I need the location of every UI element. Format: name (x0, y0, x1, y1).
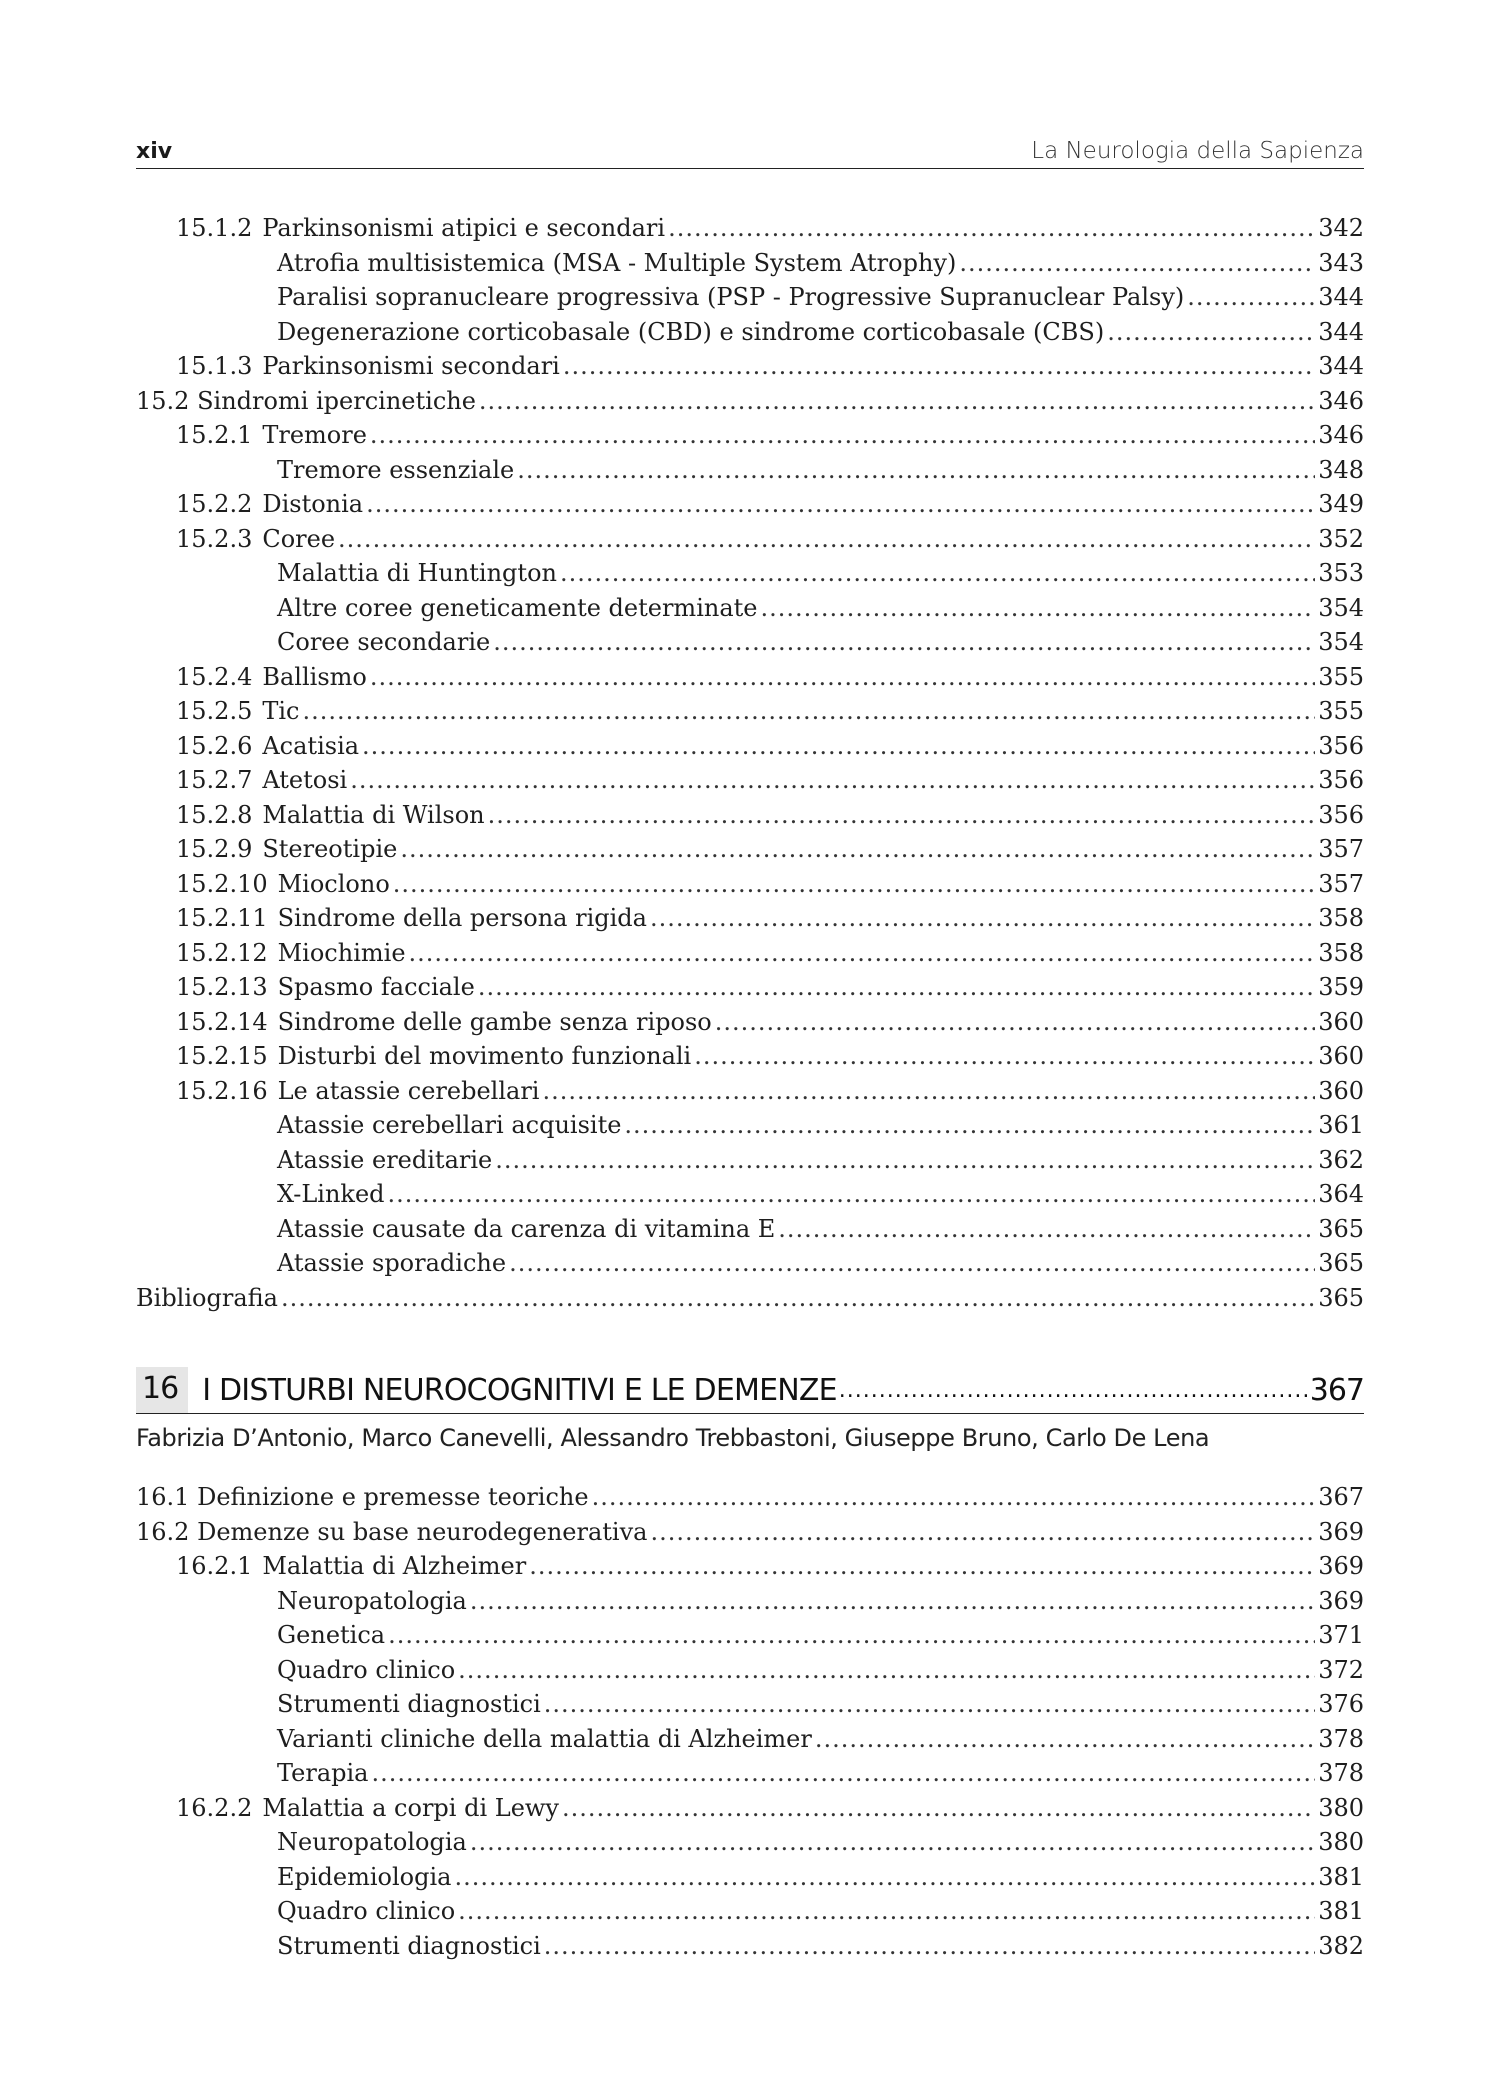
dot-leader (366, 487, 1315, 522)
toc-entry-title: Atassie ereditarie (277, 1145, 493, 1174)
toc-entry (136, 1281, 1364, 1316)
toc-entry-title: Malattia di Huntington (277, 559, 557, 587)
toc-entry-title: Acatisia (262, 731, 360, 760)
dot-leader (650, 1515, 1315, 1550)
toc-entry-text (277, 1825, 467, 1860)
toc-entry (136, 1515, 1364, 1550)
toc-entry-page: 369 (1318, 1586, 1364, 1615)
toc-entry-title: Distonia (262, 490, 364, 518)
dot-leader (1187, 280, 1315, 315)
toc-list-chapter-16 (136, 1480, 1364, 1963)
toc-entry-text (176, 418, 367, 453)
toc-entry-title: Strumenti diagnostici (277, 1690, 541, 1718)
toc-entry (136, 1074, 1364, 1109)
toc-entry-text (136, 1281, 278, 1316)
toc-entry-text (176, 349, 560, 384)
toc-entry-text (277, 1143, 492, 1178)
toc-entry-number: 15.2.10 (176, 869, 268, 898)
toc-entry-text (277, 1584, 467, 1619)
toc-entry (136, 1756, 1364, 1791)
toc-entry (136, 1894, 1364, 1929)
toc-entry (136, 1722, 1364, 1757)
toc-entry (136, 1108, 1364, 1143)
dot-leader (400, 832, 1315, 867)
toc-entry-page: 357 (1318, 869, 1364, 898)
toc-entry-page: 372 (1318, 1655, 1364, 1684)
toc-entry (136, 384, 1364, 419)
dot-leader (1107, 315, 1315, 350)
toc-entry-title: Epidemiologia (277, 1862, 452, 1891)
toc-entry-title: Tic (262, 697, 300, 725)
toc-entry-page: 348 (1318, 455, 1364, 484)
toc-entry-page: 367 (1318, 1483, 1364, 1511)
dot-leader (650, 901, 1315, 936)
dot-leader (959, 246, 1315, 281)
toc-entry-number: 15.2.7 (176, 766, 253, 794)
toc-entry-number: 16.2.1 (176, 1552, 253, 1580)
dot-leader (388, 1177, 1316, 1212)
toc-entry-page: 353 (1318, 559, 1364, 587)
toc-entry-text (277, 1722, 812, 1757)
toc-entry (136, 867, 1364, 902)
toc-entry (136, 729, 1364, 764)
toc-entry-number: 15.2.12 (176, 938, 268, 967)
toc-entry (136, 1177, 1364, 1212)
dot-leader (668, 211, 1315, 246)
toc-entry-number: 15.2.4 (176, 662, 253, 691)
toc-entry (136, 1825, 1364, 1860)
dot-leader (370, 660, 1315, 695)
dot-leader (544, 1687, 1315, 1722)
toc-entry-text (277, 315, 1104, 350)
toc-entry-text (176, 1039, 691, 1074)
dot-leader (488, 798, 1316, 833)
toc-entry-title: Coree secondarie (277, 628, 491, 656)
toc-entry-page: 344 (1318, 352, 1364, 380)
dot-leader (470, 1825, 1315, 1860)
toc-entry-page: 358 (1318, 904, 1364, 932)
toc-entry-text (277, 625, 490, 660)
toc-entry-text (176, 763, 347, 798)
toc-entry-text (277, 1177, 385, 1212)
toc-entry-page: 380 (1318, 1828, 1364, 1856)
toc-entry-page: 382 (1318, 1931, 1364, 1960)
toc-entry-text (277, 1618, 385, 1653)
toc-entry (136, 522, 1364, 557)
toc-entry-title: Ballismo (262, 662, 367, 691)
toc-entry-page: 343 (1318, 248, 1364, 277)
toc-entry-text (176, 211, 665, 246)
toc-entry-title: Miochimie (277, 938, 406, 967)
toc-entry-title: Stereotipie (262, 835, 398, 863)
toc-entry-page: 346 (1318, 386, 1364, 415)
dot-leader (815, 1722, 1315, 1757)
toc-entry-page: 354 (1318, 628, 1364, 656)
toc-entry-text (176, 1791, 559, 1826)
toc-entry-text (176, 832, 397, 867)
toc-entry-title: Tremore (262, 421, 367, 449)
toc-entry-text (176, 1005, 712, 1040)
toc-entry-title: Sindrome della persona rigida (277, 904, 647, 932)
toc-entry-title: Atrofia multisistemica (MSA - Multiple System Atrophy) (277, 248, 957, 277)
toc-entry-page: 354 (1318, 593, 1364, 622)
toc-entry-page: 346 (1318, 421, 1364, 449)
toc-entry (136, 1791, 1364, 1826)
toc-entry-text (277, 1756, 368, 1791)
dot-leader (517, 453, 1315, 488)
toc-entry-page: 361 (1318, 1111, 1364, 1139)
dot-leader (624, 1108, 1315, 1143)
toc-entry-number: 15.2.11 (176, 904, 268, 932)
page-folio: xiv (136, 139, 173, 164)
toc-entry-title: Malattia a corpi di Lewy (262, 1793, 559, 1822)
toc-entry-number: 15.2.9 (176, 835, 253, 863)
toc-entry-title: Atassie causate da carenza di vitamina E (277, 1214, 776, 1243)
toc-entry-page: 356 (1318, 800, 1364, 829)
toc-entry-number: 15.2.3 (176, 524, 253, 553)
toc-entry-text (277, 1929, 541, 1964)
toc-entry (136, 763, 1364, 798)
toc-entry-title: Strumenti diagnostici (277, 1931, 541, 1960)
toc-entry-text (176, 522, 335, 557)
toc-entry-page: 352 (1318, 524, 1364, 553)
toc-entry-title: Paralisi sopranucleare progressiva (PSP - Progressive Supranuclear Palsy) (277, 283, 1185, 311)
toc-entry (136, 1687, 1364, 1722)
toc-entry-page: 357 (1318, 835, 1364, 863)
dot-leader (281, 1281, 1315, 1316)
toc-entry-page: 378 (1318, 1759, 1364, 1787)
dot-leader (458, 1653, 1315, 1688)
toc-entry (136, 1246, 1364, 1281)
toc-list-chapter-15 (136, 211, 1364, 1315)
dot-leader (302, 694, 1315, 729)
toc-entry (136, 1929, 1364, 1964)
toc-entry-title: Parkinsonismi secondari (262, 352, 560, 380)
toc-entry-title: Neuropatologia (277, 1828, 467, 1856)
toc-entry-text (136, 1480, 589, 1515)
toc-entry-page: 365 (1318, 1249, 1364, 1277)
toc-entry-title: Disturbi del movimento funzionali (277, 1042, 692, 1070)
toc-entry (136, 349, 1364, 384)
toc-entry-page: 360 (1318, 1076, 1364, 1105)
toc-entry-title: Terapia (277, 1759, 369, 1787)
toc-entry-title: Sindrome delle gambe senza riposo (277, 1007, 712, 1036)
toc-entry (136, 1549, 1364, 1584)
dot-leader (388, 1618, 1315, 1653)
dot-leader (350, 763, 1315, 798)
toc-entry-page: 356 (1318, 731, 1364, 760)
dot-leader (479, 384, 1315, 419)
toc-entry-title: Atassie cerebellari acquisite (277, 1111, 622, 1139)
toc-entry-text (277, 1246, 506, 1281)
toc-entry (136, 832, 1364, 867)
toc-entry-page: 344 (1318, 317, 1364, 346)
toc-entry-page: 360 (1318, 1042, 1364, 1070)
toc-entry-page: 376 (1318, 1690, 1364, 1718)
toc-entry-page: 365 (1318, 1283, 1364, 1312)
toc-entry-number: 15.2 (136, 386, 190, 415)
toc-entry-title: Spasmo facciale (277, 973, 475, 1001)
book-title: La Neurologia della Sapienza (1031, 138, 1364, 164)
dot-leader (839, 1369, 1308, 1413)
toc-entry-title: Atetosi (262, 766, 348, 794)
dot-leader (694, 1039, 1315, 1074)
toc-entry-text (277, 1653, 455, 1688)
toc-entry-number: 15.2.2 (176, 490, 253, 518)
toc-entry (136, 591, 1364, 626)
toc-entry-title: Varianti cliniche della malattia di Alzheimer (277, 1724, 812, 1753)
toc-entry-text (277, 453, 514, 488)
toc-entry-text (277, 1860, 451, 1895)
toc-entry-page: 360 (1318, 1007, 1364, 1036)
dot-leader (362, 729, 1315, 764)
toc-entry-title: Genetica (277, 1621, 386, 1649)
running-head (136, 128, 1364, 169)
toc-entry (136, 970, 1364, 1005)
toc-entry (136, 487, 1364, 522)
dot-leader (562, 1791, 1315, 1826)
dot-leader (529, 1549, 1315, 1584)
toc-entry-title: Parkinsonismi atipici e secondari (262, 214, 666, 242)
dot-leader (542, 1074, 1315, 1109)
toc-entry (136, 280, 1364, 315)
toc-entry (136, 936, 1364, 971)
toc-entry-number: 15.1.2 (176, 214, 253, 242)
dot-leader (778, 1212, 1315, 1247)
toc-entry (136, 246, 1364, 281)
dot-leader (544, 1929, 1315, 1964)
toc-entry-title: Malattia di Alzheimer (262, 1552, 527, 1580)
toc-entry-text (176, 970, 475, 1005)
chapter-authors: Fabrizia D’Antonio, Marco Canevelli, Alessandro Trebbastoni, Giuseppe Bruno, Carlo De Lena (136, 1424, 1210, 1452)
toc-entry-text (176, 1549, 526, 1584)
toc-entry-page: 369 (1318, 1517, 1364, 1546)
toc-entry-title: Degenerazione corticobasale (CBD) e sindrome corticobasale (CBS) (277, 317, 1105, 346)
toc-entry (136, 1212, 1364, 1247)
toc-entry-number: 16.1 (136, 1483, 190, 1511)
toc-entry-page: 371 (1318, 1621, 1364, 1649)
toc-entry (136, 1039, 1364, 1074)
toc-entry (136, 1480, 1364, 1515)
toc-entry-page: 362 (1318, 1145, 1364, 1174)
toc-entry-number: 15.2.5 (176, 697, 253, 725)
toc-entry-text (136, 384, 476, 419)
toc-entry-number: 16.2.2 (176, 1793, 253, 1822)
toc-entry-page: 365 (1318, 1214, 1364, 1243)
toc-entry (136, 1143, 1364, 1178)
toc-entry-number: 15.2.1 (176, 421, 253, 449)
dot-leader (495, 1143, 1315, 1178)
toc-entry-title: Malattia di Wilson (262, 800, 485, 829)
toc-entry-number: 15.1.3 (176, 352, 253, 380)
toc-entry (136, 1618, 1364, 1653)
toc-entry-text (277, 556, 557, 591)
toc-entry-text (176, 936, 406, 971)
toc-entry-title: Altre coree geneticamente determinate (277, 593, 758, 622)
toc-entry-number: 16.2 (136, 1517, 190, 1546)
toc-entry-text (277, 1108, 621, 1143)
toc-entry-page: 380 (1318, 1793, 1364, 1822)
toc-entry (136, 1005, 1364, 1040)
dot-leader (509, 1246, 1315, 1281)
dot-leader (478, 970, 1315, 1005)
toc-entry-text (176, 729, 359, 764)
toc-entry-number: 15.2.15 (176, 1042, 268, 1070)
chapter-number: 16 (136, 1367, 188, 1413)
toc-entry-text (277, 591, 757, 626)
dot-leader (370, 418, 1315, 453)
toc-entry (136, 315, 1364, 350)
dot-leader (338, 522, 1315, 557)
toc-entry-page: 349 (1318, 490, 1364, 518)
toc-entry (136, 1584, 1364, 1619)
toc-entry (136, 1860, 1364, 1895)
toc-entry-page: 358 (1318, 938, 1364, 967)
chapter-page-number: 367 (1309, 1373, 1364, 1408)
toc-entry-title: Le atassie cerebellari (277, 1076, 540, 1105)
toc-entry (136, 694, 1364, 729)
dot-leader (560, 556, 1315, 591)
toc-entry (136, 660, 1364, 695)
toc-entry-page: 381 (1318, 1862, 1364, 1891)
toc-entry (136, 625, 1364, 660)
toc-entry-page: 344 (1318, 283, 1364, 311)
dot-leader (454, 1860, 1315, 1895)
toc-entry-title: Bibliografia (136, 1283, 278, 1312)
toc-entry-title: X-Linked (277, 1180, 385, 1208)
toc-entry-text (136, 1515, 647, 1550)
toc-entry-text (277, 246, 956, 281)
toc-entry-title: Mioclono (277, 869, 390, 898)
toc-entry-title: Demenze su base neurodegenerativa (197, 1517, 648, 1546)
toc-entry-title: Tremore essenziale (277, 455, 515, 484)
toc-entry-text (176, 1074, 539, 1109)
toc-entry (136, 901, 1364, 936)
toc-entry-page: 364 (1318, 1180, 1364, 1208)
chapter-title: I DISTURBI NEUROCOGNITIVI E LE DEMENZE (202, 1373, 837, 1408)
toc-entry-text (277, 1894, 455, 1929)
toc-entry-page: 355 (1318, 662, 1364, 691)
toc-entry-text (176, 694, 299, 729)
toc-entry-page: 378 (1318, 1724, 1364, 1753)
toc-entry-text (176, 798, 485, 833)
toc-entry-page: 369 (1318, 1552, 1364, 1580)
toc-entry-page: 355 (1318, 697, 1364, 725)
dot-leader (470, 1584, 1315, 1619)
toc-entry (136, 556, 1364, 591)
dot-leader (371, 1756, 1315, 1791)
toc-entry-title: Sindromi ipercinetiche (197, 386, 476, 415)
toc-entry-page: 342 (1318, 214, 1364, 242)
toc-entry-number: 15.2.6 (176, 731, 253, 760)
toc-entry-text (277, 280, 1184, 315)
toc-entry-text (176, 867, 390, 902)
toc-entry (136, 1653, 1364, 1688)
toc-entry-number: 15.2.8 (176, 800, 253, 829)
dot-leader (563, 349, 1315, 384)
toc-entry-title: Quadro clinico (277, 1897, 456, 1925)
toc-entry-title: Quadro clinico (277, 1655, 456, 1684)
toc-entry-text (176, 901, 647, 936)
toc-entry-number: 15.2.13 (176, 973, 268, 1001)
toc-entry (136, 211, 1364, 246)
toc-entry-page: 381 (1318, 1897, 1364, 1925)
toc-entry-text (277, 1687, 541, 1722)
dot-leader (409, 936, 1316, 971)
toc-entry-text (176, 487, 363, 522)
dot-leader (458, 1894, 1315, 1929)
dot-leader (393, 867, 1315, 902)
toc-entry-title: Atassie sporadiche (277, 1249, 507, 1277)
dot-leader (592, 1480, 1316, 1515)
dot-leader (715, 1005, 1315, 1040)
toc-entry (136, 418, 1364, 453)
toc-entry (136, 798, 1364, 833)
toc-entry-number: 15.2.14 (176, 1007, 268, 1036)
toc-entry-title: Neuropatologia (277, 1586, 467, 1615)
dot-leader (493, 625, 1315, 660)
chapter-heading (136, 1367, 1364, 1414)
toc-entry-text (277, 1212, 775, 1247)
toc-entry-number: 15.2.16 (176, 1076, 268, 1105)
toc-entry-title: Coree (262, 524, 336, 553)
toc-entry-title: Definizione e premesse teoriche (197, 1483, 589, 1511)
dot-leader (760, 591, 1315, 626)
toc-entry-page: 356 (1318, 766, 1364, 794)
toc-entry (136, 453, 1364, 488)
toc-entry-text (176, 660, 367, 695)
toc-entry-page: 359 (1318, 973, 1364, 1001)
